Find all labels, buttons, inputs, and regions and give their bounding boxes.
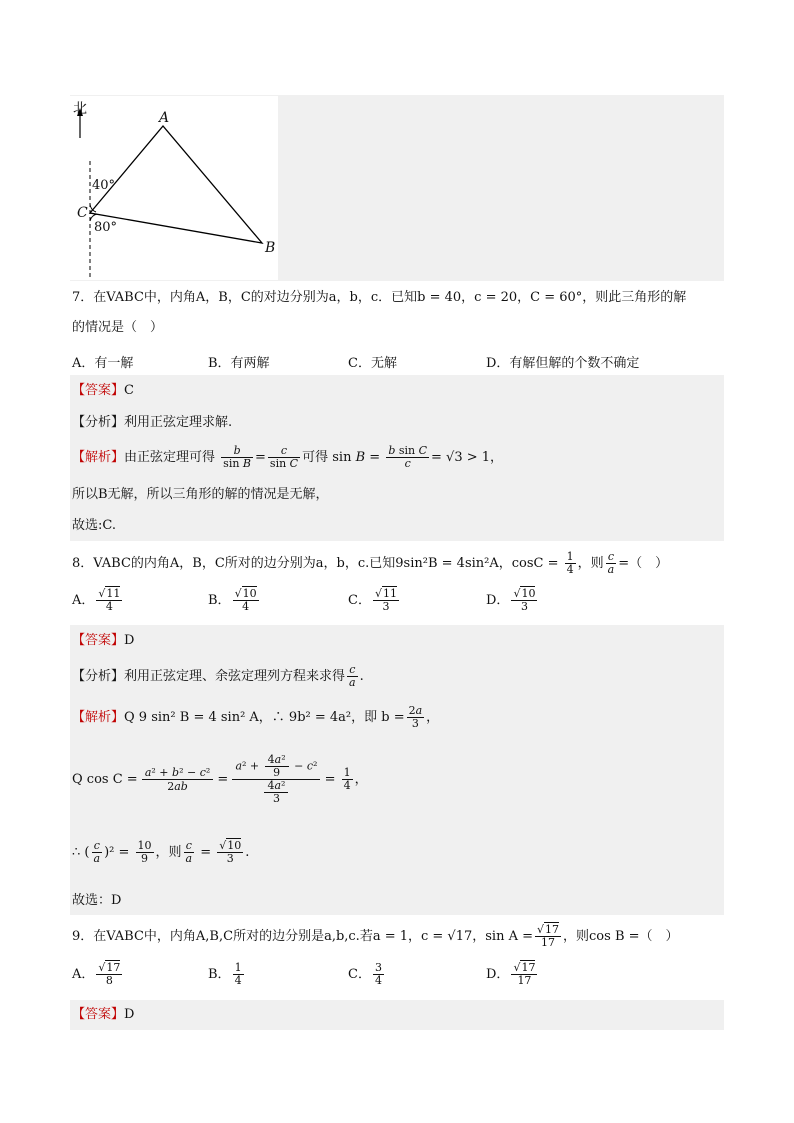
q8-solution-line2: Q cos C = $\frac{\text{a² + b² − c²}}{2ab}$ = a² + $\frac{\text{4a²}}{9}$ − c² $\frac{\text{4a²}}{3}$ = $\frac{1}{4}$ ， (72, 753, 368, 805)
north-label: 北 (73, 101, 87, 117)
vertex-a: A (159, 110, 170, 126)
q8-solution: 【解析】Q 9 sin² B = 4 sin² A，∴ 9b² = 4a²，即 b = $\frac{2a}{3}$ ， (72, 704, 440, 730)
q7-line1: 7．在VABC中，内角A，B，C的对边分别为a，b，c．已知b = 40，c = 20，C = 60°，则此三角形的解 (72, 290, 687, 305)
q8-option-c: C． $\frac{√11}{3}$ (348, 587, 397, 613)
q8-solution-line3: ∴ ( $\frac{c}{a}$ )² = $\frac{10}{9}$ ，则 $\frac{c}{a}$ = $\frac{√10}{3}$ . (72, 839, 250, 865)
q7-option-a: A．有一解 (72, 356, 134, 371)
q9-line1: 9．在VABC中，内角A,B,C所对的边分别是a,b,c.若a = 1，c = √17，sin A = $\frac{√17}{17}$ ，则cos B =（ ） (72, 923, 679, 949)
q9-answer: 【答案】D (72, 1007, 135, 1022)
q9-option-d: D． $\frac{√17}{17}$ (486, 961, 536, 987)
q8-answer: 【答案】D (72, 633, 135, 648)
angle-40: 40° (92, 178, 116, 193)
q9-answer-block (70, 1000, 724, 1030)
q7-choose: 故选:C. (72, 518, 116, 533)
q8-analysis: 【分析】利用正弦定理、余弦定理列方程来求得 $\frac{c}{a}$ . (72, 663, 364, 689)
q9-option-b: B． $\frac{1}{4}$ (208, 961, 242, 987)
q7-analysis: 【分析】利用正弦定理求解. (72, 415, 233, 430)
q7-solution-line2: 所以B无解，所以三角形的解的情况是无解， (72, 487, 329, 502)
q8-option-b: B． $\frac{√10}{4}$ (208, 587, 257, 613)
q9-option-c: C． $\frac{3}{4}$ (348, 961, 382, 987)
q7-answer: 【答案】C (72, 383, 134, 398)
q8-line1: 8．VABC的内角A，B，C所对的边分别为a，b，c.已知9sin²B = 4sin²A，cosC = $\frac{1}{4}$ ，则 $\frac{c}{a}$ =（ ） (72, 550, 669, 576)
q8-option-a: A． $\frac{√11}{4}$ (72, 587, 121, 613)
q7-option-b: B．有两解 (208, 356, 270, 371)
q8-choose: 故选：D (72, 893, 122, 908)
q7-option-d: D．有解但解的个数不确定 (486, 356, 640, 371)
q9-option-a: A． $\frac{√17}{8}$ (72, 961, 121, 987)
angle-80: 80° (94, 220, 118, 235)
vertex-b: B (265, 240, 276, 256)
q8-option-d: D． $\frac{√10}{3}$ (486, 587, 536, 613)
q7-line2: 的情况是（ ） (72, 320, 164, 335)
q7-solution: 【解析】由正弦定理可得 $\frac{b}{\text{sin B}}$ = $\frac{c}{\text{sin C}}$ 可得 sin B = $\frac{\text{b sin C}}{c}$ = √3 > 1， (72, 444, 504, 470)
vertex-c: C (77, 205, 88, 221)
q7-option-c: C．无解 (348, 356, 397, 371)
